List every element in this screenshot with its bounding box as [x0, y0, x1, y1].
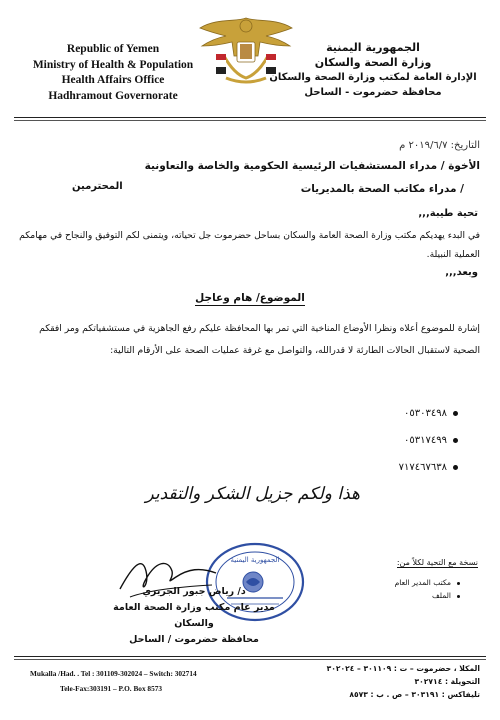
subject-text: الموضوع/ هام وعاجل [195, 292, 305, 304]
signatory-office: محافظة حضرموت / الساحل [129, 634, 259, 645]
copies-heading [397, 558, 478, 567]
footer-line: التحويلة : ٣٠٢٧١٤ [414, 677, 480, 686]
copy-recipient [395, 589, 460, 602]
english-letterhead [18, 42, 208, 104]
phone-number: ٧١٧٤٦٧٦٣٨ [398, 462, 447, 473]
bullet-icon [453, 465, 458, 470]
footer-line: المكلا ، حضرموت – ت : ٣٠١١٠٩ – ٣٠٢٠٢٤ [326, 664, 480, 673]
signature-block [94, 584, 294, 648]
honorific: المحترمين [72, 181, 123, 192]
arabic-footer [250, 662, 480, 701]
english-header-line: Health Affairs Office [61, 74, 165, 86]
arabic-header-line: محافظة حضرموت - الساحل [304, 87, 442, 98]
header-divider [14, 117, 486, 118]
english-header-line: Hadhramout Governorate [48, 89, 178, 102]
addressee-line: / مدراء مكاتب الصحة بالمديريات [300, 183, 464, 195]
english-header-line: Ministry of Health & Population [32, 58, 194, 71]
english-header-line: Republic of Yemen [66, 43, 160, 55]
footer-divider [14, 656, 486, 657]
copies-list [395, 576, 460, 602]
bullet-icon [457, 595, 460, 598]
english-footer [30, 666, 240, 696]
footer-line: Mukalla /Had. . Tel : 301109-302024 – Switch: 302714 [30, 669, 197, 678]
copy-recipient-label: مكتب المدير العام [394, 578, 451, 587]
subject-line [0, 292, 500, 306]
arabic-header-line: الإدارة العامة لمكتب وزارة الصحة والسكان [269, 72, 477, 83]
phone-list [399, 400, 458, 481]
header-divider [14, 120, 486, 121]
arabic-header-line: الجمهورية اليمنية [326, 41, 420, 54]
phone-item [399, 427, 458, 454]
footer-line: Tele-Fax:303191 – P.O. Box 8573 [60, 684, 163, 693]
copy-recipient-label: الملف [432, 591, 451, 600]
arabic-header-line: وزارة الصحة والسكان [314, 56, 432, 69]
addressee-line: الأخوة / مدراء المستشفيات الرئيسية الحكومية والخاصة والتعاونية [144, 160, 480, 172]
intro-paragraph: في البدء يهديكم مكتب وزارة الصحة العامة والسكان بساحل حضرموت جل تحياته، ويتمنى لكم التوفيق والنجاح في مهامكم العملية النبيلة. [19, 230, 480, 260]
signatory-name: د/ رياض جبور الجريري [142, 586, 246, 597]
closing-line: هذا ولكم جزيل الشكر والتقدير [145, 484, 360, 504]
footer-line: تليفاكس : ٣٠٣١٩١ – ص . ب : ٨٥٧٣ [349, 690, 480, 699]
phone-item [399, 400, 458, 427]
transition-phrase: وبعد,,, [445, 267, 478, 278]
stamp-text: الجمهورية اليمنية [230, 556, 280, 564]
body-paragraph: إشارة للموضوع أعلاه ونظرا الأوضاع المناخية التي تمر بها المحافظة عليكم رفع الجاهزية في مستشفياتكم ومر افقكم الصحية لاستقبال الحالات الطارئة لا قدرالله، والتواصل مع غرفة عمليات الصحة على الأرقام التالية: [39, 323, 480, 356]
bullet-icon [453, 438, 458, 443]
phone-number: ٠٥٣١٧٤٩٩ [404, 435, 447, 446]
letter-date: التاريخ: ٢٠١٩/٦/٧ م [399, 140, 480, 151]
phone-item [399, 454, 458, 481]
footer-divider [14, 659, 486, 660]
bullet-icon [457, 582, 460, 585]
greeting: تحية طيبة,,, [418, 208, 478, 219]
arabic-letterhead [268, 40, 478, 100]
phone-number: ٠٥٣٠٣٤٩٨ [404, 408, 447, 419]
copies-heading-text: نسخة مع التحية لكلاً من: [396, 558, 478, 567]
signatory-title: مدير عام مكتب وزارة الصحة العامة والسكان [113, 602, 275, 629]
copy-recipient [395, 576, 460, 589]
bullet-icon [453, 411, 458, 416]
